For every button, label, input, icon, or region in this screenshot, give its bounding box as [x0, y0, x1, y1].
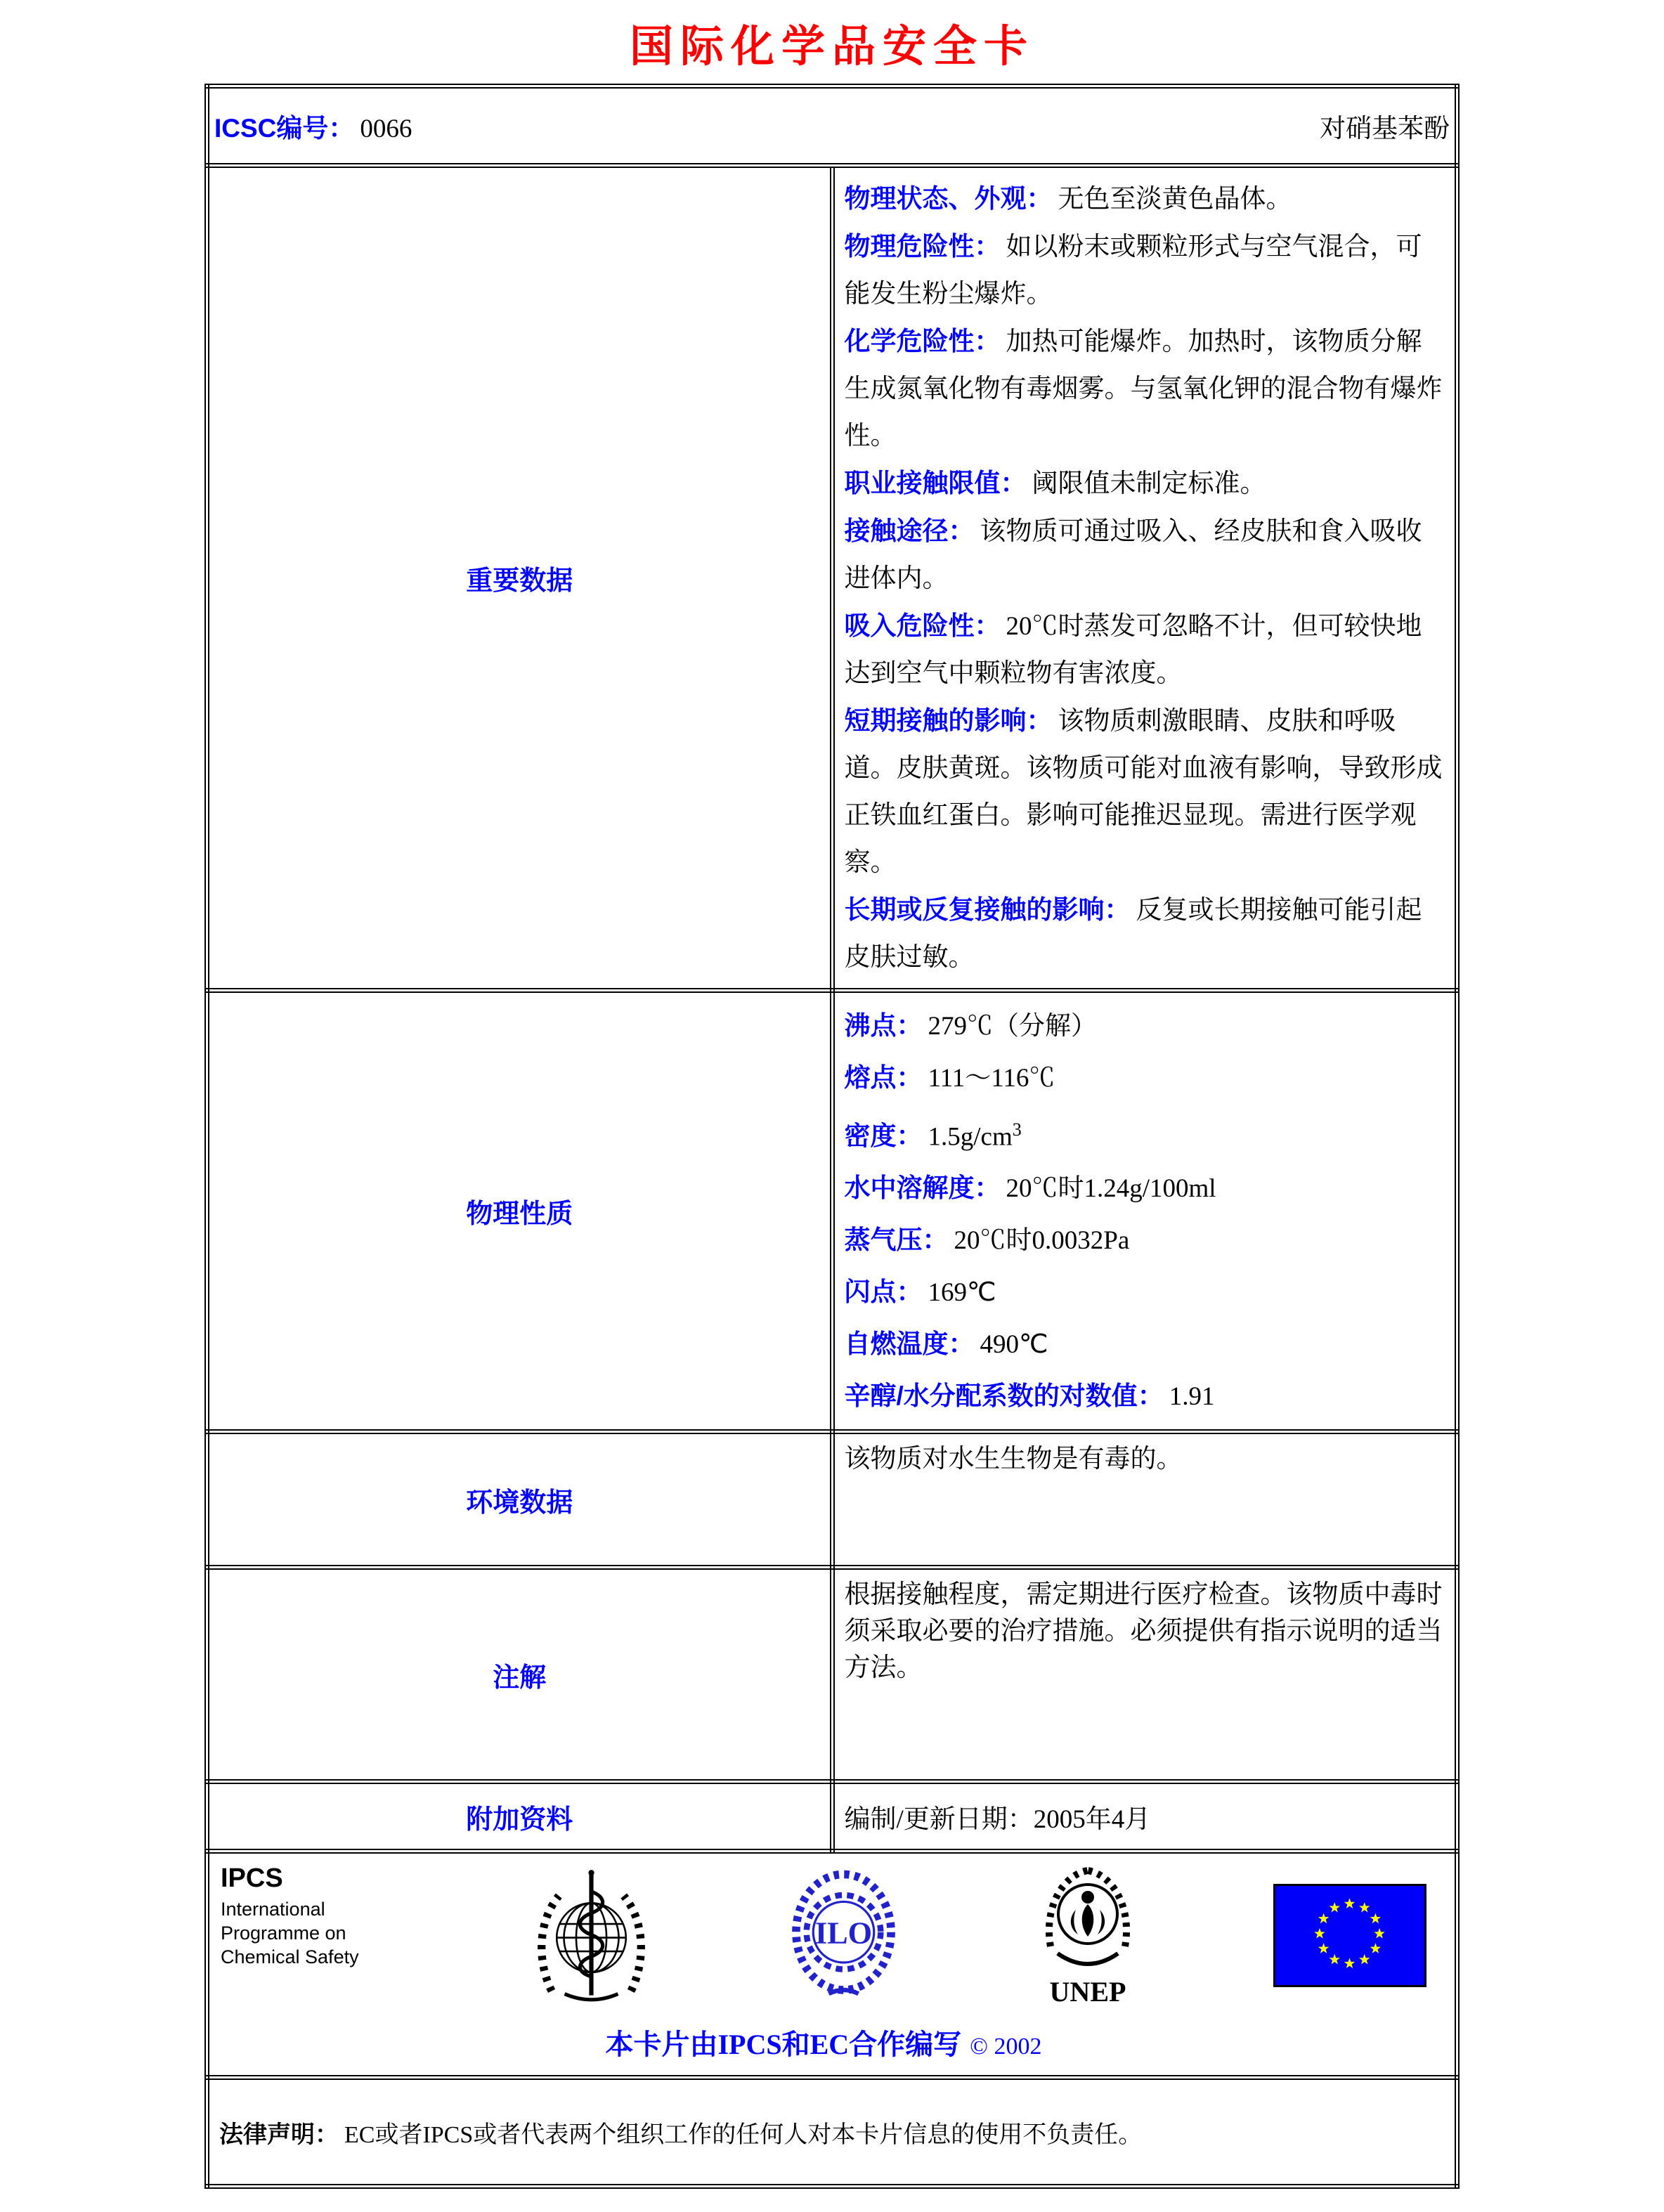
field-value: 169℃: [928, 1278, 996, 1308]
field-label: 吸入危险性：: [844, 611, 1001, 640]
field-value: 1.91: [1169, 1382, 1215, 1412]
field-value: 如以粉末或颗粒形式与空气混合，可能发生粉尘爆炸。: [844, 233, 1422, 308]
density-superscript: 3: [1012, 1119, 1022, 1140]
field-label: 接触途径：: [844, 516, 975, 545]
field-label: 物理危险性：: [844, 232, 1001, 261]
legal-row: [207, 2078, 1457, 2187]
field-line: [845, 507, 1445, 602]
section-label-additional: 附加资料: [207, 1782, 833, 1852]
field-line: [845, 1000, 1445, 1052]
who-logo-icon: [530, 1867, 653, 2008]
field-line: [845, 223, 1445, 318]
field-value: 279℃（分解）: [928, 1012, 1097, 1041]
legal-label: 法律声明：: [219, 2121, 339, 2148]
field-label: 长期或反复接触的影响：: [844, 895, 1131, 924]
physical-properties-content: [832, 991, 1457, 1432]
field-value: 490℃: [980, 1330, 1048, 1360]
logos-row: [207, 1852, 1457, 2078]
field-line: [845, 1162, 1445, 1214]
field-label: 化学危险性：: [844, 327, 1001, 356]
field-label: 沸点：: [844, 1011, 923, 1040]
field-value: 反复或长期接触可能引起皮肤过敏。: [844, 896, 1422, 972]
unep-letters: UNEP: [1049, 1976, 1126, 2008]
additional-row: [207, 1782, 1457, 1852]
ilo-letters: ILO: [814, 1915, 873, 1951]
notes-content: 根据接触程度，需定期进行医疗检查。该物质中毒时须采取必要的治疗措施。必须提供有指示说明的适当方法。: [832, 1568, 1457, 1782]
page-title: 国际化学品安全卡: [629, 23, 1034, 71]
field-line: [845, 1370, 1445, 1422]
field-value: 111～116℃: [928, 1064, 1055, 1093]
header-row: [207, 86, 1457, 166]
field-value: 阈限值未制定标准。: [1032, 469, 1266, 498]
credit-text: 本卡片由IPCS和EC合作编写: [605, 2029, 962, 2061]
field-value: 20℃时1.24g/100ml: [1006, 1174, 1216, 1204]
icsc-table: [204, 84, 1460, 2189]
unep-logo-icon: [1035, 1863, 1140, 2011]
field-line: [845, 460, 1445, 507]
update-date-value: 2005年4月: [1033, 1805, 1151, 1835]
field-value: 1.5g/cm: [928, 1122, 1013, 1152]
update-date-label: 编制/更新日期：: [844, 1805, 1034, 1835]
field-line: [845, 602, 1445, 697]
field-label: 职业接触限值：: [844, 469, 1027, 497]
field-label: 辛醇/水分配系数的对数值：: [844, 1381, 1164, 1411]
section-label-important: 重要数据: [207, 166, 833, 991]
important-data-row: [207, 166, 1457, 991]
ilo-logo-icon: [786, 1869, 902, 2006]
field-value: 20℃时0.0032Pa: [954, 1226, 1130, 1256]
field-line: [845, 318, 1445, 460]
important-data-content: [832, 166, 1457, 991]
chemical-name: 对硝基苯酚: [1320, 115, 1450, 143]
section-label-environment: 环境数据: [207, 1432, 833, 1568]
field-label: 蒸气压：: [844, 1225, 949, 1255]
field-line: [845, 697, 1445, 886]
copyright-text: © 2002: [970, 2034, 1042, 2060]
eu-flag-icon: [1273, 1884, 1426, 1991]
icsc-number-label: ICSC编号：: [214, 114, 355, 143]
field-value: 该物质可通过吸入、经皮肤和食入吸收进体内。: [844, 517, 1422, 593]
environment-row: [207, 1432, 1457, 1568]
ipcs-acronym: IPCS: [221, 1863, 283, 1894]
field-value: 无色至淡黄色晶体。: [1058, 185, 1292, 214]
field-line: [845, 886, 1445, 981]
field-line: [845, 1104, 1445, 1162]
field-value: 20℃时蒸发可忽略不计，但可较快地达到空气中颗粒物有害浓度。: [844, 612, 1422, 688]
notes-row: [207, 1568, 1457, 1782]
icsc-number-group: [214, 107, 412, 145]
additional-content: [832, 1782, 1457, 1852]
credit-line: [221, 2022, 1426, 2062]
field-label: 自燃温度：: [844, 1329, 975, 1359]
field-value: 该物质刺激眼睛、皮肤和呼吸道。皮肤黄斑。该物质可能对血液有影响，导致形成正铁血红蛋白。影响可能推迟显现。需进行医学观察。: [844, 707, 1443, 877]
field-label: 水中溶解度：: [844, 1173, 1001, 1203]
field-line: [845, 1266, 1445, 1318]
field-line: [845, 1214, 1445, 1266]
physical-properties-row: [207, 991, 1457, 1432]
legal-text: EC或者IPCS或者代表两个组织工作的任何人对本卡片信息的使用不负责任。: [344, 2121, 1143, 2148]
field-line: [845, 1318, 1445, 1370]
field-value: 加热可能爆炸。加热时，该物质分解生成氮氧化物有毒烟雾。与氢氧化钾的混合物有爆炸性。: [844, 327, 1443, 450]
field-label: 短期接触的影响：: [844, 706, 1053, 735]
field-label: 闪点：: [844, 1277, 923, 1307]
ipcs-subtitle: International Programme on Chemical Safety: [221, 1899, 359, 1967]
field-label: 物理状态、外观：: [844, 184, 1053, 213]
field-line: [845, 1052, 1445, 1104]
logos-strip: [221, 1863, 1426, 2011]
ipcs-text-block: [221, 1863, 396, 1969]
field-label: 熔点：: [844, 1063, 923, 1092]
environment-content: 该物质对水生生物是有毒的。: [832, 1432, 1457, 1568]
section-label-physical: 物理性质: [207, 991, 833, 1432]
icsc-number-value: 0066: [360, 115, 412, 143]
section-label-notes: 注解: [207, 1568, 833, 1782]
field-label: 密度：: [844, 1121, 923, 1151]
field-line: [845, 175, 1445, 223]
